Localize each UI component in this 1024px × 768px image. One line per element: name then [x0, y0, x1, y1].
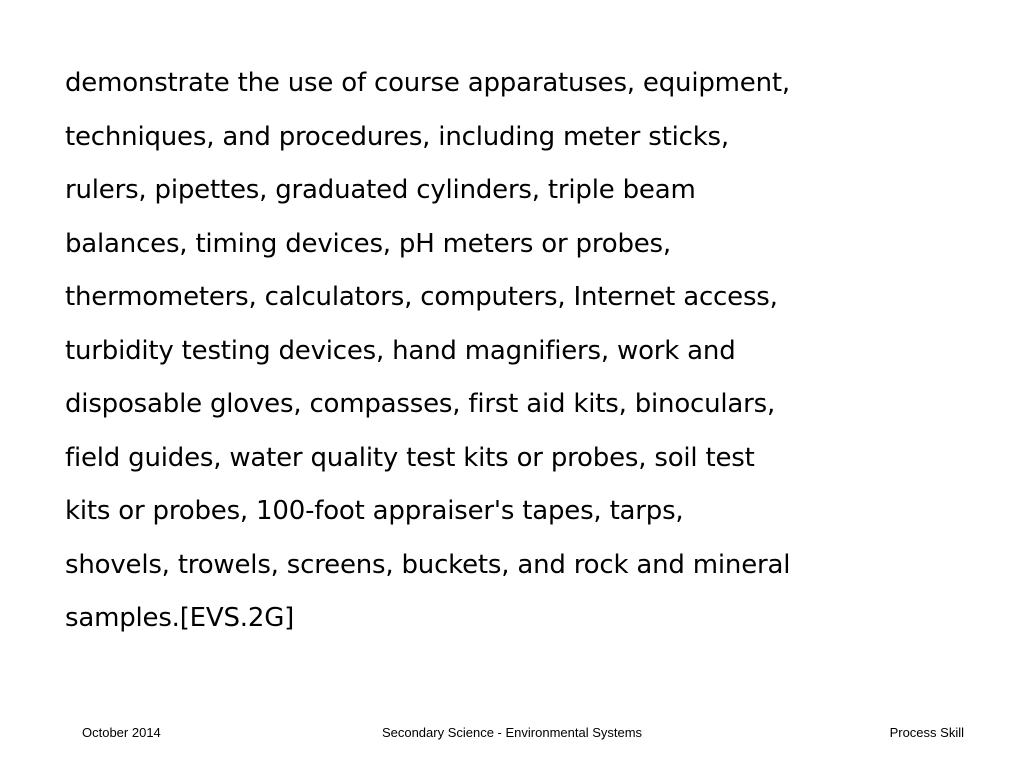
body-line: balances, timing devices, pH meters or probes, [65, 228, 671, 259]
footer-date: October 2014 [82, 725, 161, 740]
body-line: turbidity testing devices, hand magnifiers, work and [65, 335, 736, 366]
slide-body-text [65, 57, 975, 646]
body-line: shovels, trowels, screens, buckets, and rock and mineral [65, 549, 791, 580]
body-line: thermometers, calculators, computers, Internet access, [65, 282, 778, 312]
body-line: techniques, and procedures, including meter sticks, [65, 121, 729, 152]
body-line: field guides, water quality test kits or probes, soil test [65, 442, 755, 473]
footer-course-title: Secondary Science - Environmental Systems [381, 725, 643, 740]
body-line: demonstrate the use of course apparatuses, equipment, [65, 68, 790, 98]
body-line: disposable gloves, compasses, first aid kits, binoculars, [65, 389, 776, 419]
body-line: samples.[EVS.2G] [65, 603, 295, 633]
body-line: kits or probes, 100-foot appraiser's tapes, tarps, [65, 496, 684, 526]
body-line: rulers, pipettes, graduated cylinders, triple beam [65, 175, 696, 205]
footer-topic: Process Skill [889, 725, 964, 740]
